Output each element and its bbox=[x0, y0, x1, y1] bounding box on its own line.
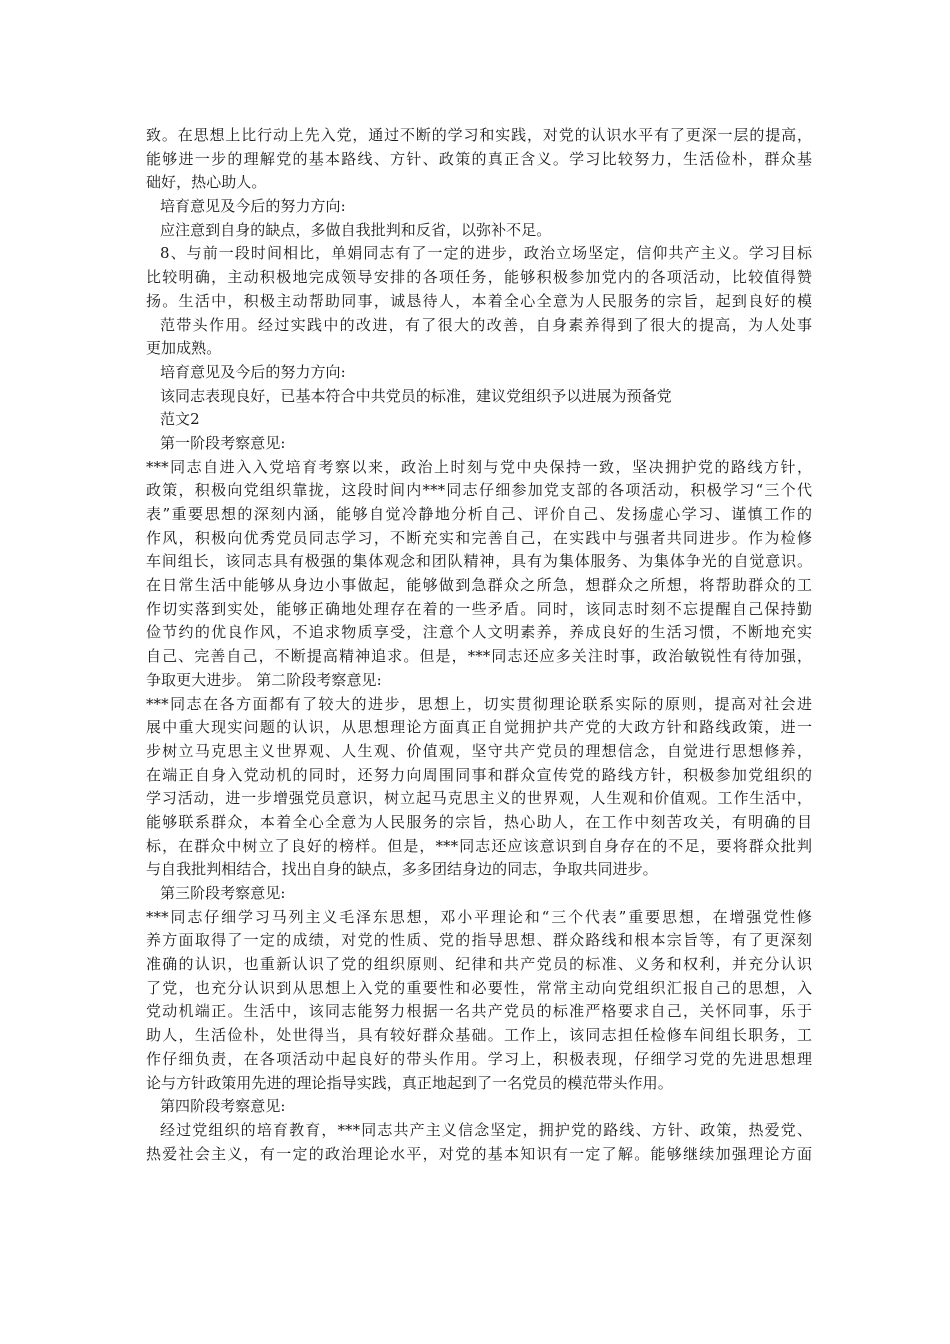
text-line: 比较明确，主动积极地完成领导安排的各项任务，能够积极参加党内的各项活动，比较值得赞 bbox=[146, 268, 812, 287]
text-line: 应注意到自身的缺点，多做自我批判和反省，以弥补不足。 bbox=[160, 220, 552, 239]
text-line: 致。在思想上比行动上先入党，通过不断的学习和实践，对党的认识水平有了更深一层的提高， bbox=[146, 126, 812, 144]
text-line: 热爱社会主义，有一定的政治理论水平，对党的基本知识有一定了解。能够继续加强理论方面 bbox=[146, 1144, 812, 1163]
text-line: 础好，热心助人。 bbox=[146, 173, 267, 192]
text-line: 展中重大现实问题的认识，从思想理论方面真正自觉拥护共产党的大政方针和路线政策，进一 bbox=[146, 718, 812, 737]
text-line: 助人，生活俭朴，处世得当，具有较好群众基础。工作上，该同志担任检修车间组长职务，工 bbox=[146, 1026, 812, 1045]
text-line: ***同志在各方面都有了较大的进步，思想上，切实贯彻理论联系实际的原则，提高对社会进 bbox=[146, 694, 812, 713]
text-line: 在日常生活中能够从身边小事做起，能够做到急群众之所急，想群众之所想，将帮助群众的工 bbox=[146, 576, 812, 595]
text-line: 学习活动，进一步增强党员意识，树立起马克思主义的世界观，人生观和价值观。工作生活中， bbox=[146, 789, 812, 808]
text-line: 自己、完善自己，不断提高精神追求。但是，***同志还应多关注时事，政治敏锐性有待加强， bbox=[146, 647, 812, 666]
text-line: 第四阶段考察意见: bbox=[160, 1097, 286, 1116]
text-line: 扬。生活中，积极主动帮助同事，诚恳待人，本着全心全意为人民服务的宗旨，起到良好的模 bbox=[146, 291, 812, 310]
text-line: 论与方针政策用先进的理论指导实践，真正地起到了一名党员的模范带头作用。 bbox=[146, 1073, 673, 1092]
text-line: 8、与前一段时间相比，单娟同志有了一定的进步，政治立场坚定，信仰共产主义。学习目标 bbox=[160, 244, 812, 263]
text-line: 培育意见及今后的努力方向: bbox=[160, 362, 346, 381]
text-line: 作风，积极向优秀党员同志学习，不断充实和完善自己，在实践中与强者共同进步。作为检修 bbox=[146, 528, 812, 547]
text-line: 该同志表现良好，已基本符合中共党员的标准，建议党组织予以进展为预备党 bbox=[160, 386, 672, 405]
text-line: 标，在群众中树立了良好的榜样。但是，***同志还应该意识到自身存在的不足，要将群众批判 bbox=[146, 836, 812, 855]
text-line: 准确的认识，也重新认识了党的组织原则、纪律和共产党员的标准、义务和权利，并充分认识 bbox=[146, 955, 812, 974]
text-line: 第三阶段考察意见: bbox=[160, 884, 286, 902]
document-body bbox=[146, 124, 812, 1166]
text-line: 争取更大进步。 第二阶段考察意见: bbox=[146, 670, 382, 689]
text-line: 车间组长，该同志具有极强的集体观念和团队精神，具有为集体服务、为集体争光的自觉意识。 bbox=[146, 552, 812, 571]
text-line: 作仔细负责，在各项活动中起良好的带头作用。学习上，积极表现，仔细学习党的先进思想理 bbox=[146, 1049, 812, 1068]
text-line: 在端正自身入党动机的同时，还努力向周围同事和群众宣传党的路线方针，积极参加党组织的 bbox=[146, 765, 812, 784]
text-line: 养方面取得了一定的成绩，对党的性质、党的指导思想、群众路线和根本宗旨等，有了更深刻 bbox=[146, 931, 812, 950]
text-line: ***同志仔细学习马列主义毛泽东思想，邓小平理论和“三个代表”重要思想，在增强党性修 bbox=[146, 907, 812, 926]
text-line: 了党，也充分认识到从思想上入党的重要性和必要性，常常主动向党组织汇报自己的思想，入 bbox=[146, 978, 812, 997]
text-line: 更加成熟。 bbox=[146, 339, 222, 358]
text-line: 俭节约的优良作风，不追求物质享受，注意个人文明素养，养成良好的生活习惯，不断地充实 bbox=[146, 623, 812, 642]
text-line: 政策，积极向党组织靠拢，这段时间内***同志仔细参加党支部的各项活动，积极学习“三个代 bbox=[146, 481, 812, 500]
text-line: 范带头作用。经过实践中的改进，有了很大的改善，自身素养得到了很大的提高，为人处事 bbox=[160, 315, 812, 334]
text-line: 党动机端正。生活中，该同志能努力根据一名共产党员的标准严格要求自己，关怀同事，乐于 bbox=[146, 1002, 812, 1021]
text-line: 能够联系群众，本着全心全意为人民服务的宗旨，热心助人，在工作中刻苦攻关，有明确的目 bbox=[146, 812, 812, 831]
text-line: 培育意见及今后的努力方向: bbox=[160, 197, 346, 216]
text-line: 步树立马克思主义世界观、人生观、价值观，坚守共产党员的理想信念，自觉进行思想修养， bbox=[146, 741, 812, 760]
text-line: ***同志自进入入党培育考察以来，政治上时刻与党中央保持一致，坚决拥护党的路线方针， bbox=[146, 457, 812, 476]
text-line: 作切实落到实处，能够正确地处理存在着的一些矛盾。同时，该同志时刻不忘提醒自己保持勤 bbox=[146, 599, 812, 618]
text-line: 第一阶段考察意见: bbox=[160, 433, 286, 452]
text-line: 能够进一步的理解党的基本路线、方针、政策的真正含义。学习比较努力，生活俭朴，群众基 bbox=[146, 149, 812, 168]
text-line: 范文2 bbox=[160, 410, 200, 429]
text-line: 与自我批判相结合，找出自身的缺点，多多团结身边的同志，争取共同进步。 bbox=[146, 860, 658, 879]
text-line: 经过党组织的培育教育，***同志共产主义信念坚定，拥护党的路线、方针、政策，热爱党、 bbox=[160, 1120, 812, 1139]
text-line: 表”重要思想的深刻内涵，能够自觉冷静地分析自己、评价自己、发扬虚心学习、谨慎工作的 bbox=[146, 505, 812, 523]
